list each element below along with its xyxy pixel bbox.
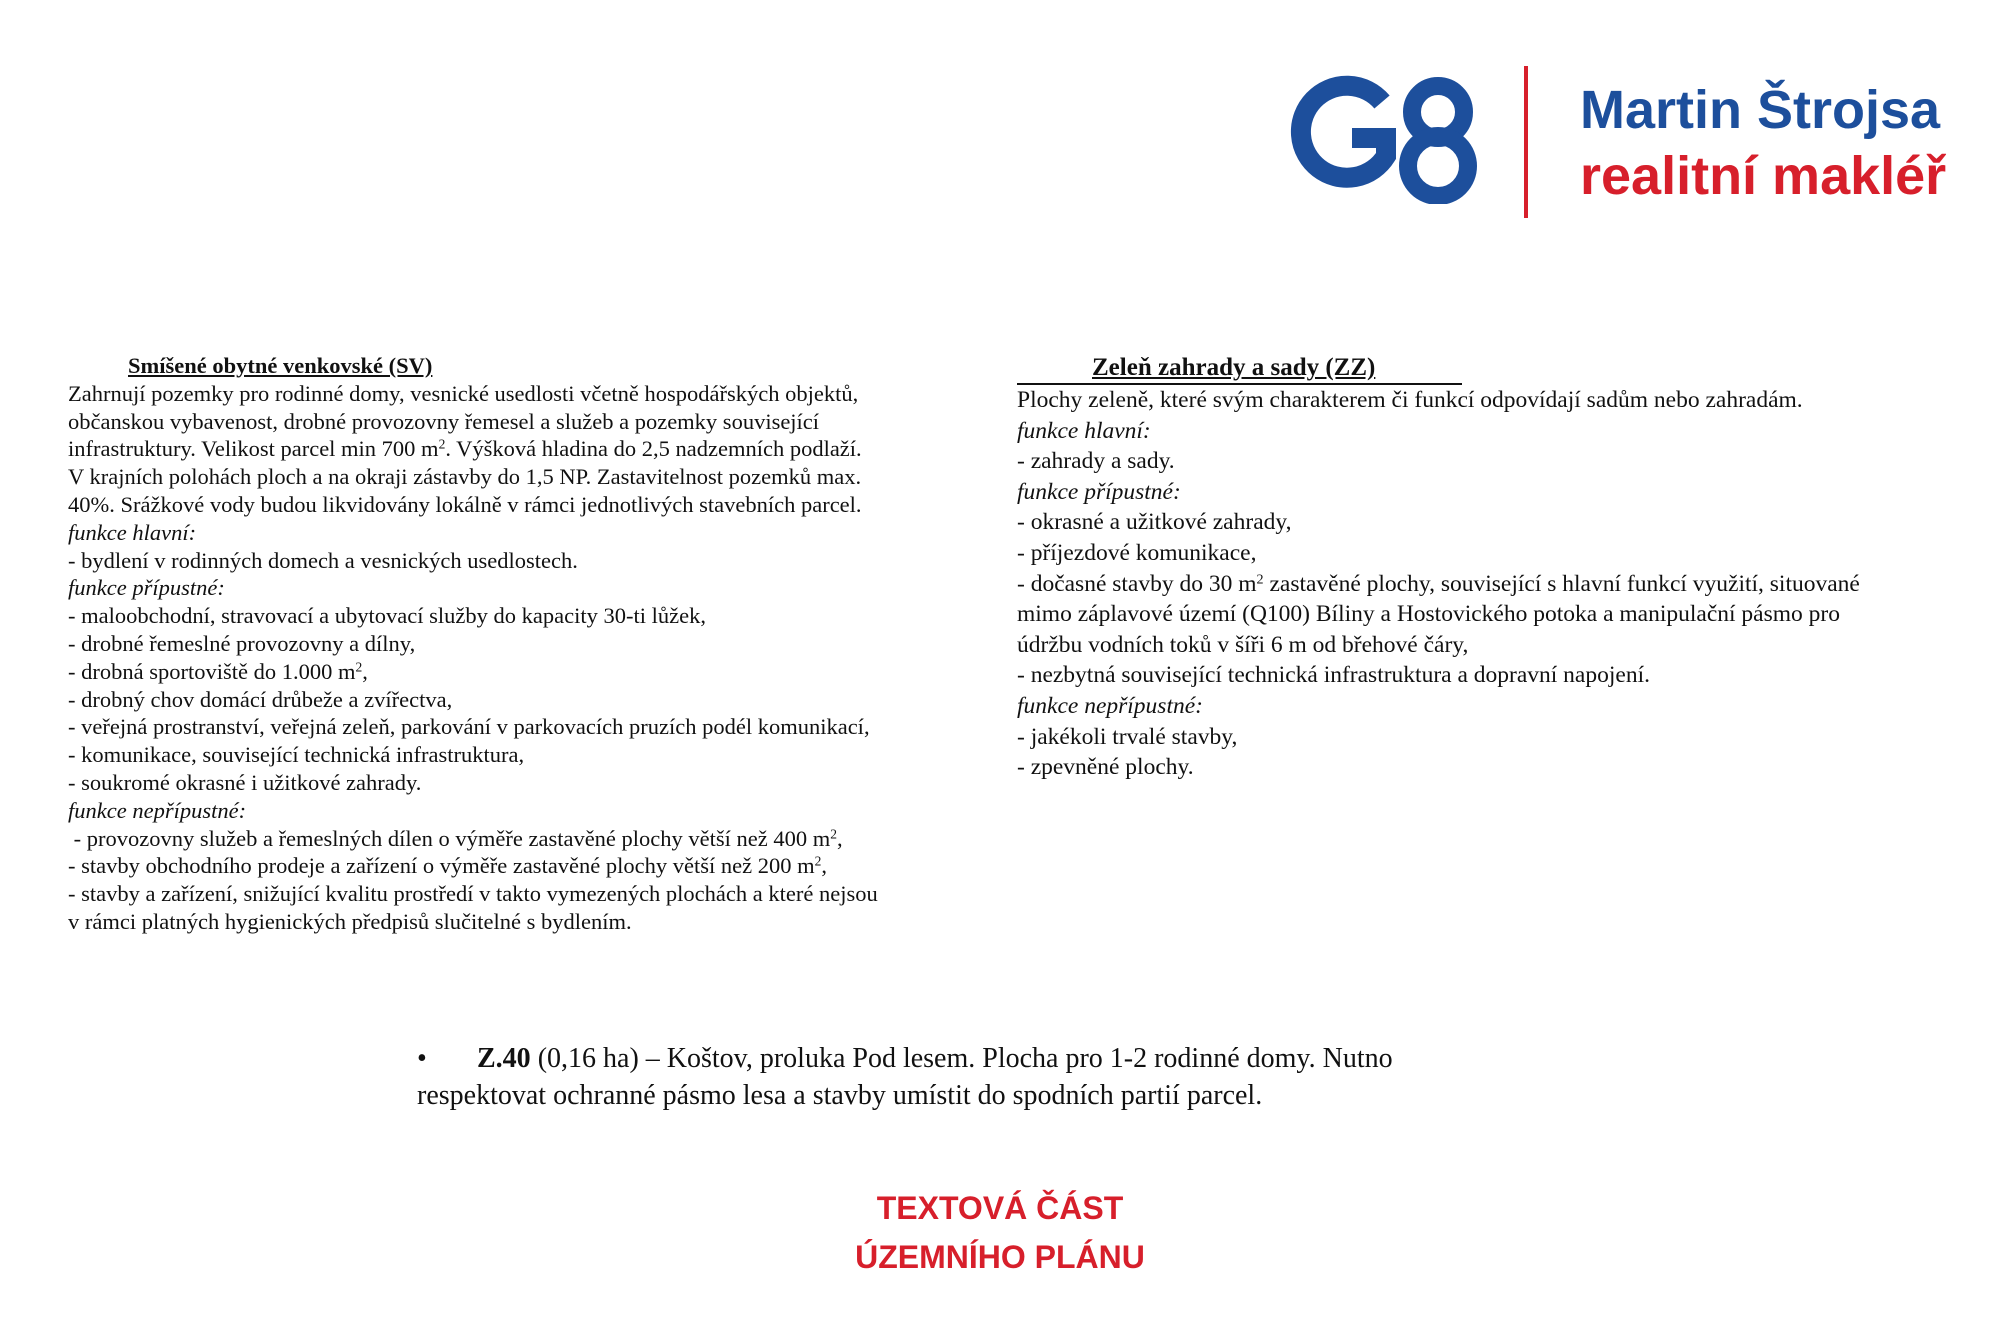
- list-item: - zahrady a sady.: [1017, 448, 1175, 475]
- list-text: ,: [837, 825, 843, 851]
- intro-line: [68, 435, 954, 463]
- list-item: - veřejná prostranství, veřejná zeleň, parkování v parkovacích pruzích podél komunikací,: [68, 714, 870, 740]
- section-title-text: Zeleň zahrady a sady (ZZ): [1092, 354, 1376, 381]
- main-functions-label: funkce hlavní:: [1017, 417, 1151, 444]
- list-item: mimo záplavové území (Q100) Bíliny a Hostovického potoka a manipulační pásmo pro: [1017, 601, 1840, 628]
- intro-text: . Výšková hladina do 2,5 nadzemních podlaží.: [445, 436, 862, 462]
- list-text: - drobná sportoviště do 1.000 m: [68, 658, 356, 684]
- list-text: - dočasné stavby do 30 m: [1017, 570, 1257, 597]
- superscript: 2: [814, 853, 822, 869]
- list-item: [68, 658, 954, 686]
- section-sv: [68, 352, 954, 936]
- note-text: (0,16 ha) – Koštov, proluka Pod lesem. Plocha pro 1-2 rodinné domy. Nutno: [530, 1043, 1393, 1074]
- note-line: respektovat ochranné pásmo lesa a stavby umístit do spodních partií parcel.: [417, 1080, 1263, 1111]
- list-text: zastavěné plochy, související s hlavní funkcí využití, situované: [1263, 570, 1860, 597]
- list-item: [1017, 569, 1997, 600]
- section-title: Smíšené obytné venkovské (SV): [128, 353, 433, 378]
- superscript: 2: [1256, 570, 1264, 587]
- forbidden-functions-label: funkce nepřípustné:: [1017, 692, 1203, 719]
- plot-z40-note: [417, 1040, 1589, 1114]
- section-zz: [1017, 353, 1997, 783]
- list-item: [68, 852, 954, 880]
- superscript: 2: [355, 659, 363, 675]
- section-intro: [68, 380, 954, 519]
- list-item: - bydlení v rodinných domech a vesnických usedlostech.: [68, 547, 578, 573]
- agent-role: realitní makléř: [1580, 146, 1947, 206]
- superscript: 2: [438, 436, 446, 452]
- agent-name: Martin Štrojsa: [1580, 80, 1941, 140]
- document-title: [700, 1184, 1300, 1282]
- logo-divider: [1524, 66, 1528, 218]
- list-text: - stavby obchodního prodeje a zařízení o výměře zastavěné plochy větší než 200 m: [68, 853, 815, 879]
- list-item: - příjezdové komunikace,: [1017, 539, 1257, 566]
- list-text: - provozovny služeb a řemeslných dílen o výměře zastavěné plochy větší než 400 m: [68, 825, 831, 851]
- intro-line: 40%. Srážkové vody budou likvidovány lokálně v rámci jednotlivých stavebních parcel.: [68, 491, 862, 517]
- plot-label: Z.40: [477, 1043, 531, 1074]
- intro-line: Zahrnují pozemky pro rodinné domy, vesnické usedlosti včetně hospodářských objektů,: [68, 380, 859, 406]
- note-line: [477, 1040, 1589, 1077]
- forbidden-functions-label: funkce nepřípustné:: [68, 797, 247, 823]
- list-item: údržbu vodních toků v šíři 6 m od břehové čáry,: [1017, 631, 1469, 658]
- document-title-line: TEXTOVÁ ČÁST: [876, 1190, 1124, 1226]
- list-item: - nezbytná související technická infrastruktura a dopravní napojení.: [1017, 662, 1650, 689]
- list-item: - jakékoli trvalé stavby,: [1017, 723, 1238, 750]
- superscript: 2: [830, 826, 838, 842]
- list-item: - stavby a zařízení, snižující kvalitu prostředí v takto vymezených plochách a které nejsou: [68, 881, 878, 907]
- company-logo: [1290, 62, 1970, 222]
- allowed-functions-label: funkce přípustné:: [68, 575, 225, 601]
- document-title-line: ÚZEMNÍHO PLÁNU: [855, 1239, 1145, 1275]
- bullet-icon: •: [417, 1043, 427, 1074]
- section-intro: Plochy zeleně, které svým charakterem či funkcí odpovídají sadům nebo zahradám.: [1017, 387, 1803, 413]
- intro-text: infrastruktury. Velikost parcel min 700 m: [68, 436, 439, 462]
- intro-line: V krajních polohách ploch a na okraji zástavby do 1,5 NP. Zastavitelnost pozemků max.: [68, 464, 862, 490]
- list-item: [68, 825, 954, 853]
- section-title: [1017, 353, 1462, 385]
- list-item: - drobný chov domácí drůbeže a zvířectva,: [68, 686, 453, 712]
- list-text: ,: [821, 853, 827, 879]
- intro-line: občanskou vybavenost, drobné provozovny řemesel a služeb a pozemky související: [68, 408, 820, 434]
- list-item: - maloobchodní, stravovací a ubytovací služby do kapacity 30-ti lůžek,: [68, 603, 706, 629]
- g8-logo-mark: [1290, 74, 1480, 204]
- list-item: - okrasné a užitkové zahrady,: [1017, 509, 1292, 536]
- allowed-functions-label: funkce přípustné:: [1017, 478, 1181, 505]
- list-item: - drobné řemeslné provozovny a dílny,: [68, 630, 416, 656]
- main-functions-label: funkce hlavní:: [68, 519, 197, 545]
- list-text: ,: [362, 658, 368, 684]
- list-item: - komunikace, související technická infrastruktura,: [68, 742, 525, 768]
- list-item: - soukromé okrasné i užitkové zahrady.: [68, 769, 422, 795]
- list-item: - zpevněné plochy.: [1017, 754, 1194, 781]
- list-item: v rámci platných hygienických předpisů slučitelné s bydlením.: [68, 908, 632, 934]
